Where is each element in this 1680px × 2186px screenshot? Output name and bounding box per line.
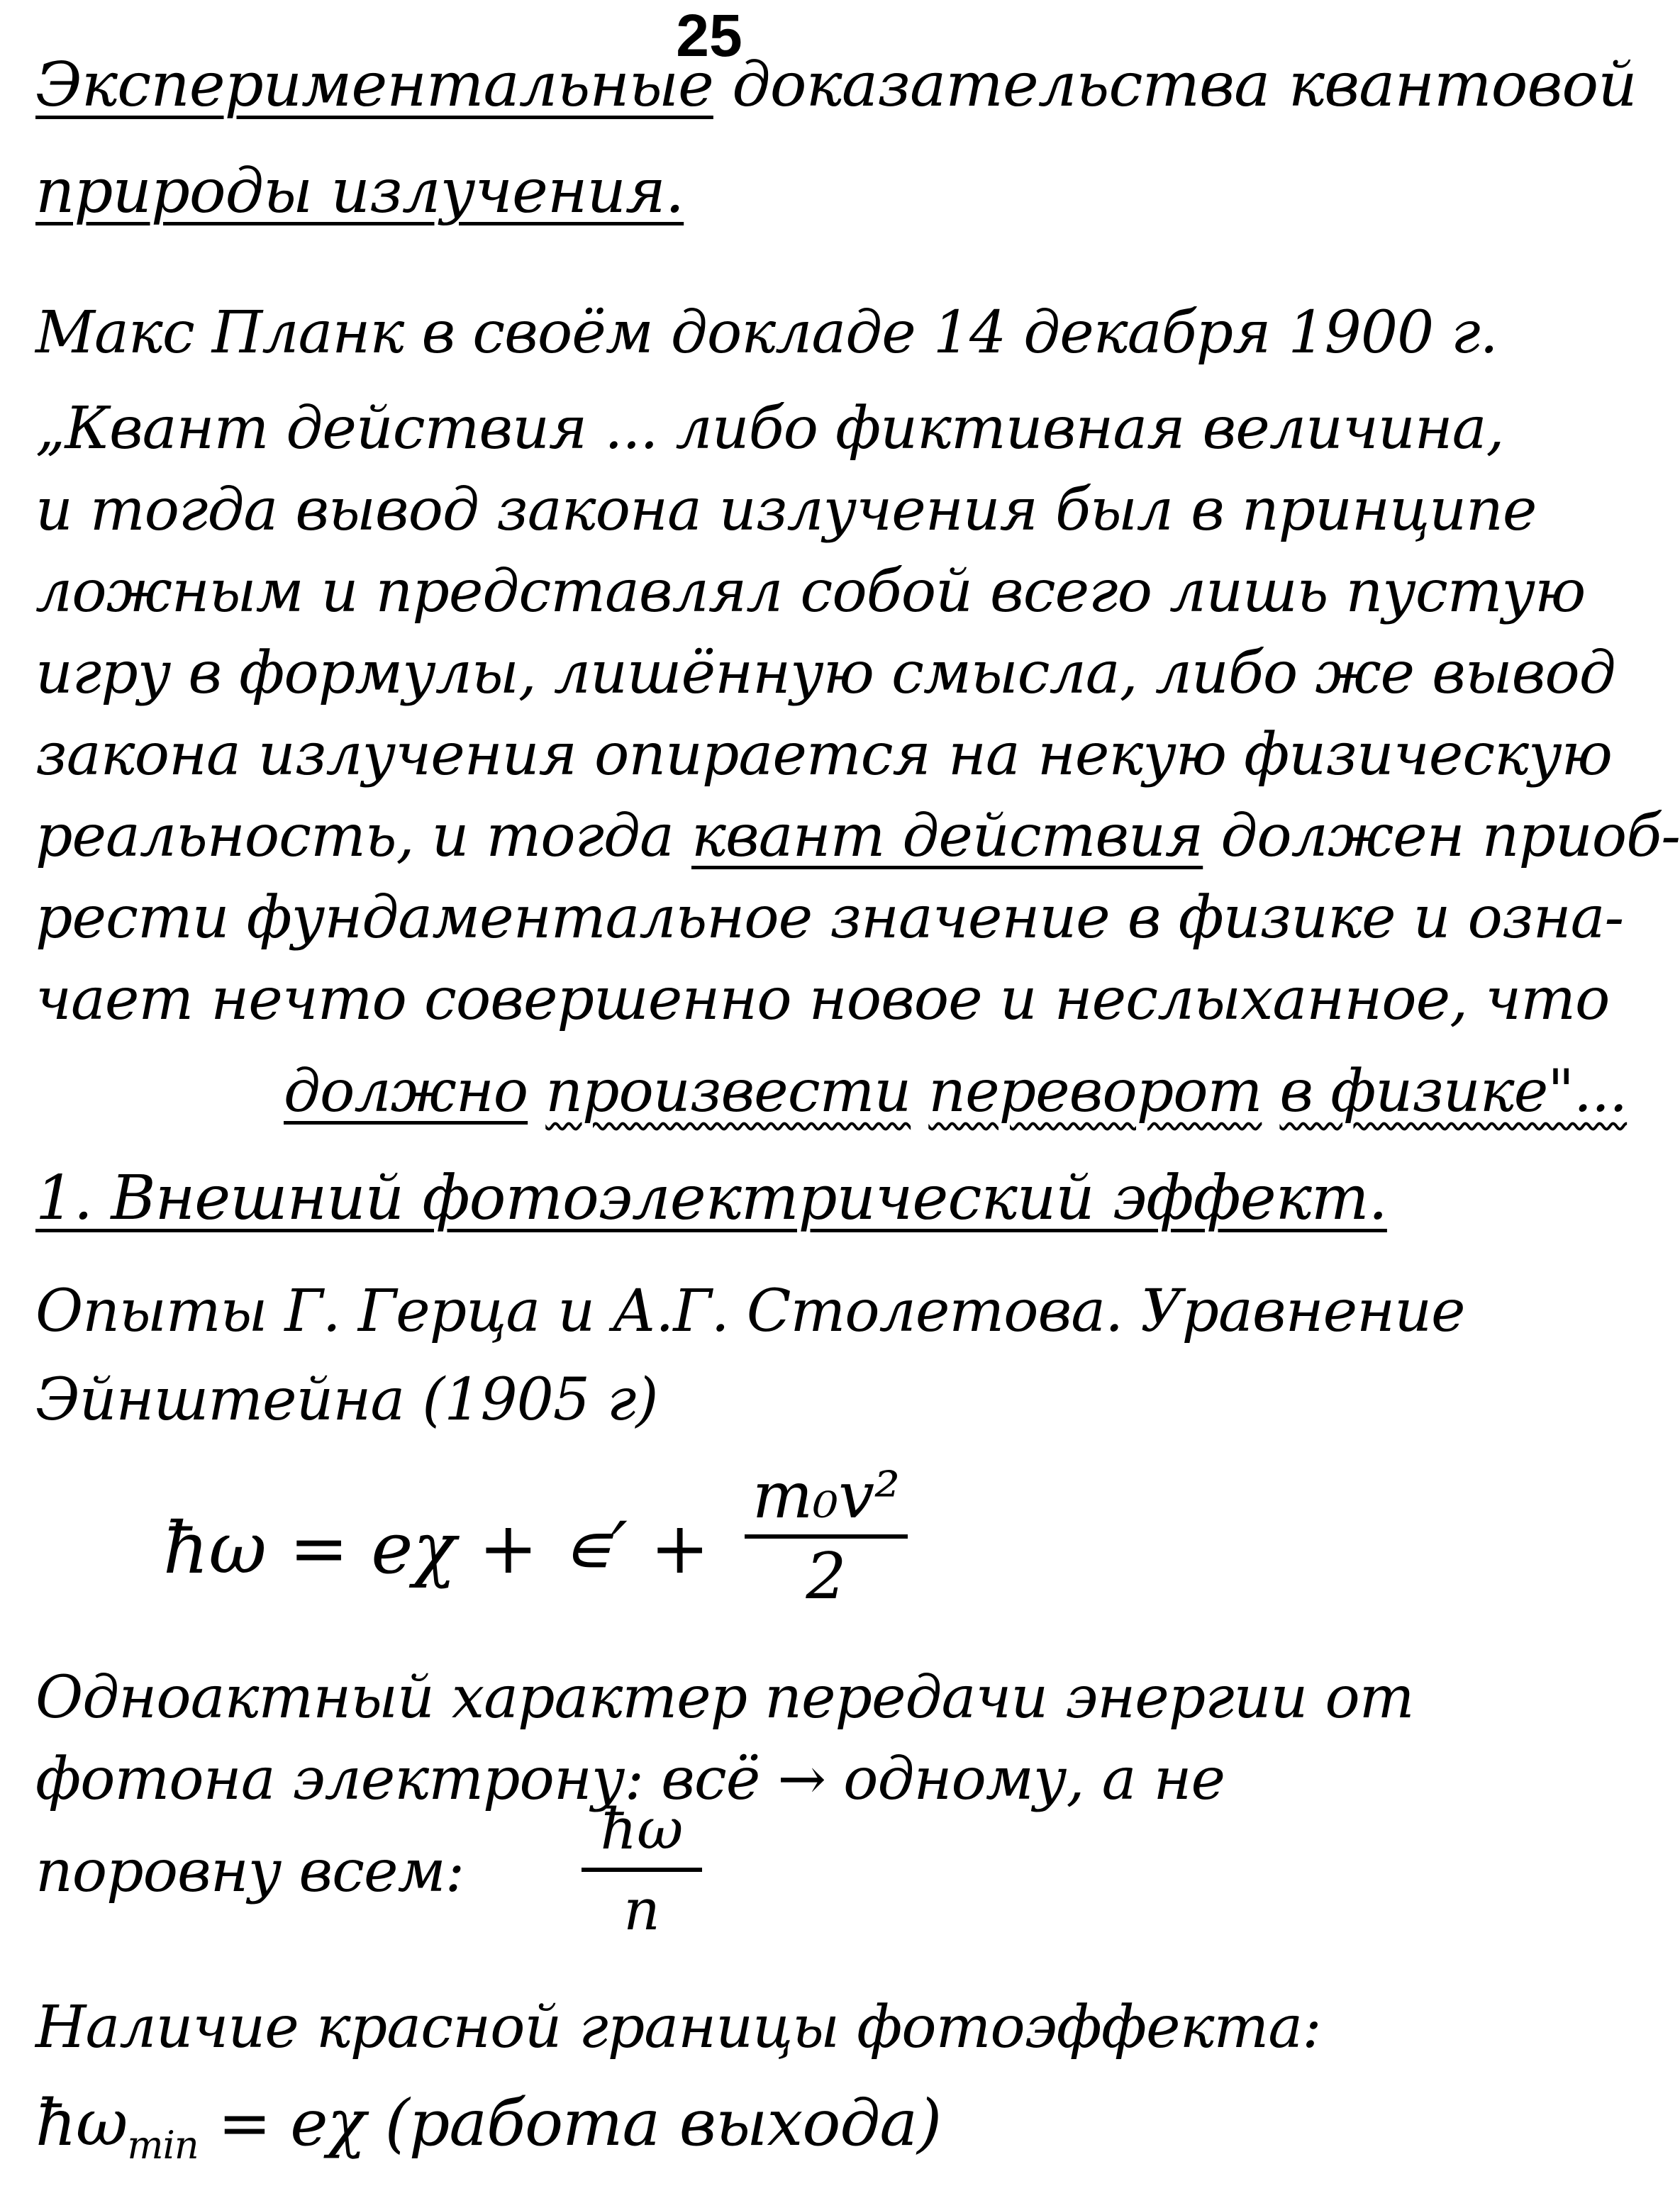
title-line-1	[35, 50, 1637, 121]
fraction-numerator: ħω	[600, 1796, 684, 1862]
quote-line-6	[35, 801, 1680, 872]
para-2-line-1: Одноактный характер передачи энергии от	[35, 1664, 1414, 1731]
quote-line-1: „Квант действия ... либо фиктивная величина,	[35, 395, 1504, 462]
kinetic-energy-fraction	[745, 1461, 908, 1612]
fraction-denominator: 2	[806, 1539, 847, 1614]
fraction-numerator: m₀v²	[752, 1459, 901, 1533]
quote-line-9	[284, 1056, 1627, 1127]
section-1-line-1: Опыты Г. Герца и А.Г. Столетова. Уравнение	[35, 1278, 1465, 1345]
page-number: 25	[676, 2, 742, 69]
formula-energy: ħω	[35, 2086, 128, 2160]
red-limit-formula	[35, 2088, 941, 2181]
intro-line: Макс Планк в своём докладе 14 декабря 1900 г.	[35, 299, 1498, 367]
quote-line-5: закона излучения опирается на некую физическую	[35, 721, 1612, 788]
quote-produce: произвести	[545, 1058, 911, 1125]
quote-in-physics: в физике"...	[1279, 1058, 1628, 1125]
fraction-denominator: n	[623, 1877, 660, 1943]
einstein-equation-lhs: ħω = eχ + ∊′ +	[163, 1507, 710, 1590]
fraction-bar	[582, 1868, 702, 1872]
para-2-line-3: поровну всем:	[35, 1838, 464, 1905]
quote-line-3: ложным и представлял собой всего лишь пустую	[35, 558, 1586, 625]
title-line-2	[35, 156, 684, 227]
title-rest: доказательства квантовой	[732, 50, 1637, 121]
quote-must: должно	[284, 1058, 528, 1125]
quote-line-8: чает нечто совершенно новое и неслыханное, что	[35, 966, 1610, 1033]
quote-line-4: игру в формулы, лишённую смысла, либо же вывод	[35, 640, 1615, 707]
title-line-2-text: природы излучения.	[35, 156, 684, 227]
para-3-line-1: Наличие красной границы фотоэффекта:	[35, 1994, 1321, 2061]
quote-line-6a: реальность, и тогда	[35, 803, 674, 870]
para-2-line-2: фотона электрону: всё → одному, а не	[35, 1746, 1225, 1813]
fraction-bar	[745, 1534, 908, 1539]
quote-line-6c: должен приоб-	[1220, 803, 1680, 870]
formula-rest: = eχ (работа выхода)	[218, 2086, 942, 2160]
energy-per-electron-fraction	[582, 1794, 702, 1946]
section-1-line-2: Эйнштейна (1905 г)	[35, 1366, 658, 1434]
quantum-of-action: квант действия	[691, 803, 1203, 870]
quote-revolution: переворот	[928, 1058, 1262, 1125]
title-underlined: Экспериментальные	[35, 50, 713, 121]
section-1-heading	[35, 1163, 1387, 1234]
formula-subscript: min	[127, 2123, 199, 2168]
section-1-heading-text: 1. Внешний фотоэлектрический эффект.	[35, 1163, 1387, 1234]
quote-line-2: и тогда вывод закона излучения был в принципе	[35, 476, 1537, 544]
quote-line-7: рести фундаментальное значение в физике и озна-	[35, 884, 1624, 952]
